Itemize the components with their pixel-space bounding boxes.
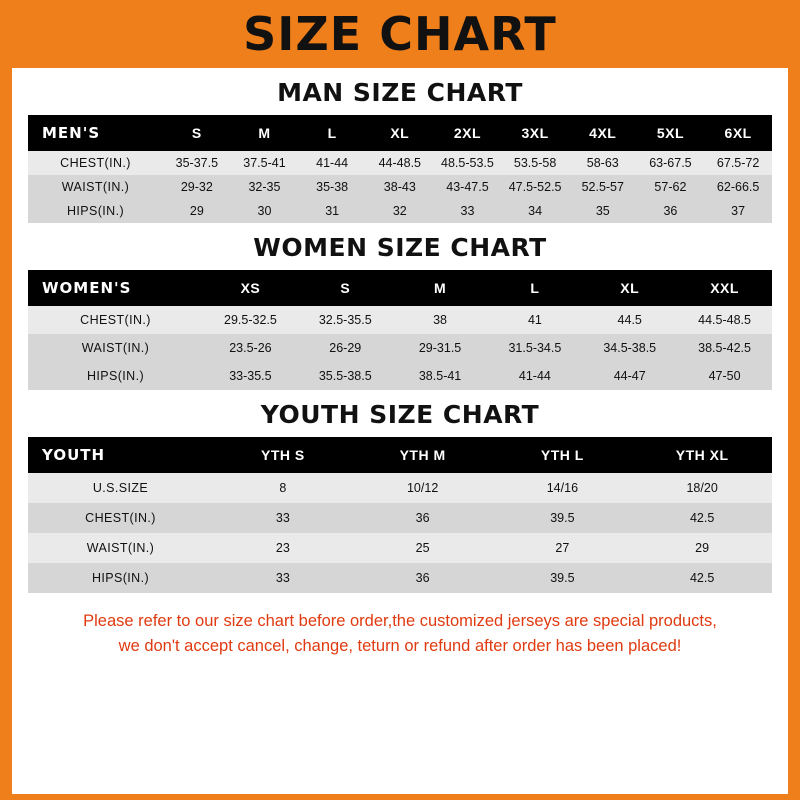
cell: 57-62 (637, 175, 705, 199)
table-youth-size (28, 437, 772, 593)
section-title-women: WOMEN SIZE CHART (253, 233, 547, 262)
cell: 31.5-34.5 (487, 334, 582, 362)
section-women (28, 233, 772, 390)
cell: 29 (163, 199, 231, 223)
table-women-size (28, 270, 772, 390)
cell: 37 (704, 199, 772, 223)
cell: 38.5-41 (393, 362, 488, 390)
cell: 39.5 (493, 503, 633, 533)
column-header-youth: YOUTH (28, 437, 213, 473)
cell: 38 (393, 306, 488, 334)
cell: 53.5-58 (501, 151, 569, 175)
cell: 33 (213, 563, 353, 593)
cell: 67.5-72 (704, 151, 772, 175)
row-label-hips: HIPS(IN.) (28, 199, 163, 223)
cell: 29 (632, 533, 772, 563)
table-header-row (28, 270, 772, 306)
section-man (28, 78, 772, 223)
table-row (28, 199, 772, 223)
cell: 35.5-38.5 (298, 362, 393, 390)
cell: 41-44 (298, 151, 366, 175)
cell: 29.5-32.5 (203, 306, 298, 334)
column-header-womens: WOMEN'S (28, 270, 203, 306)
cell: 33 (213, 503, 353, 533)
row-label-waist: WAIST(IN.) (28, 334, 203, 362)
cell: 35 (569, 199, 637, 223)
table-header-row (28, 437, 772, 473)
cell: 44.5 (582, 306, 677, 334)
cell: 37.5-41 (231, 151, 299, 175)
cell: 43-47.5 (434, 175, 502, 199)
column-header-4xl: 4XL (569, 115, 637, 151)
cell: 26-29 (298, 334, 393, 362)
cell: 23.5-26 (203, 334, 298, 362)
cell: 36 (353, 503, 493, 533)
cell: 44-47 (582, 362, 677, 390)
column-header-m: M (231, 115, 299, 151)
cell: 36 (353, 563, 493, 593)
column-header-xl: XL (366, 115, 434, 151)
cell: 29-32 (163, 175, 231, 199)
section-title-youth: YOUTH SIZE CHART (260, 400, 540, 429)
section-title-man: MAN SIZE CHART (277, 78, 523, 107)
page-title: SIZE CHART (243, 7, 557, 61)
cell: 29-31.5 (393, 334, 488, 362)
column-header-yth-m: YTH M (353, 437, 493, 473)
section-youth (28, 400, 772, 593)
cell: 38-43 (366, 175, 434, 199)
cell: 47.5-52.5 (501, 175, 569, 199)
table-man-size (28, 115, 772, 223)
cell: 34 (501, 199, 569, 223)
cell: 63-67.5 (637, 151, 705, 175)
cell: 30 (231, 199, 299, 223)
cell: 58-63 (569, 151, 637, 175)
row-label-chest: CHEST(IN.) (28, 306, 203, 334)
bottom-accent-strip (0, 794, 800, 800)
cell: 48.5-53.5 (434, 151, 502, 175)
cell: 32-35 (231, 175, 299, 199)
column-header-xxl: XXL (677, 270, 772, 306)
cell: 34.5-38.5 (582, 334, 677, 362)
column-header-yth-s: YTH S (213, 437, 353, 473)
cell: 38.5-42.5 (677, 334, 772, 362)
table-row (28, 503, 772, 533)
cell: 8 (213, 473, 353, 503)
column-header-yth-l: YTH L (493, 437, 633, 473)
cell: 32 (366, 199, 434, 223)
cell: 39.5 (493, 563, 633, 593)
column-header-6xl: 6XL (704, 115, 772, 151)
table-row (28, 473, 772, 503)
cell: 47-50 (677, 362, 772, 390)
cell: 18/20 (632, 473, 772, 503)
cell: 36 (637, 199, 705, 223)
cell: 23 (213, 533, 353, 563)
cell: 32.5-35.5 (298, 306, 393, 334)
notice-line-2: we don't accept cancel, change, teturn or refund after order has been placed! (118, 636, 682, 655)
cell: 33 (434, 199, 502, 223)
cell: 33-35.5 (203, 362, 298, 390)
cell: 25 (353, 533, 493, 563)
row-label-chest: CHEST(IN.) (28, 503, 213, 533)
column-header-xs: XS (203, 270, 298, 306)
row-label-waist: WAIST(IN.) (28, 533, 213, 563)
content-area (12, 78, 788, 659)
column-header-l: L (487, 270, 582, 306)
column-header-3xl: 3XL (501, 115, 569, 151)
row-label-hips: HIPS(IN.) (28, 563, 213, 593)
cell: 35-37.5 (163, 151, 231, 175)
table-row (28, 362, 772, 390)
row-label-hips: HIPS(IN.) (28, 362, 203, 390)
row-label-chest: CHEST(IN.) (28, 151, 163, 175)
cell: 35-38 (298, 175, 366, 199)
cell: 41 (487, 306, 582, 334)
cell: 10/12 (353, 473, 493, 503)
notice-line-1: Please refer to our size chart before order,the customized jerseys are special products, (83, 612, 717, 630)
cell: 62-66.5 (704, 175, 772, 199)
column-header-2xl: 2XL (434, 115, 502, 151)
table-row (28, 151, 772, 175)
cell: 41-44 (487, 362, 582, 390)
cell: 44.5-48.5 (677, 306, 772, 334)
table-row (28, 175, 772, 199)
column-header-l: L (298, 115, 366, 151)
cell: 42.5 (632, 563, 772, 593)
table-header-row (28, 115, 772, 151)
table-row (28, 533, 772, 563)
header-banner (0, 0, 800, 68)
cell: 42.5 (632, 503, 772, 533)
column-header-s: S (163, 115, 231, 151)
cell: 52.5-57 (569, 175, 637, 199)
cell: 31 (298, 199, 366, 223)
column-header-s: S (298, 270, 393, 306)
column-header-m: M (393, 270, 488, 306)
cell: 44-48.5 (366, 151, 434, 175)
table-row (28, 306, 772, 334)
column-header-yth-xl: YTH XL (632, 437, 772, 473)
cell: 14/16 (493, 473, 633, 503)
order-notice (28, 609, 772, 659)
row-label-us-size: U.S.SIZE (28, 473, 213, 503)
column-header-mens: MEN'S (28, 115, 163, 151)
table-row (28, 563, 772, 593)
cell: 27 (493, 533, 633, 563)
table-row (28, 334, 772, 362)
column-header-5xl: 5XL (637, 115, 705, 151)
column-header-xl: XL (582, 270, 677, 306)
row-label-waist: WAIST(IN.) (28, 175, 163, 199)
